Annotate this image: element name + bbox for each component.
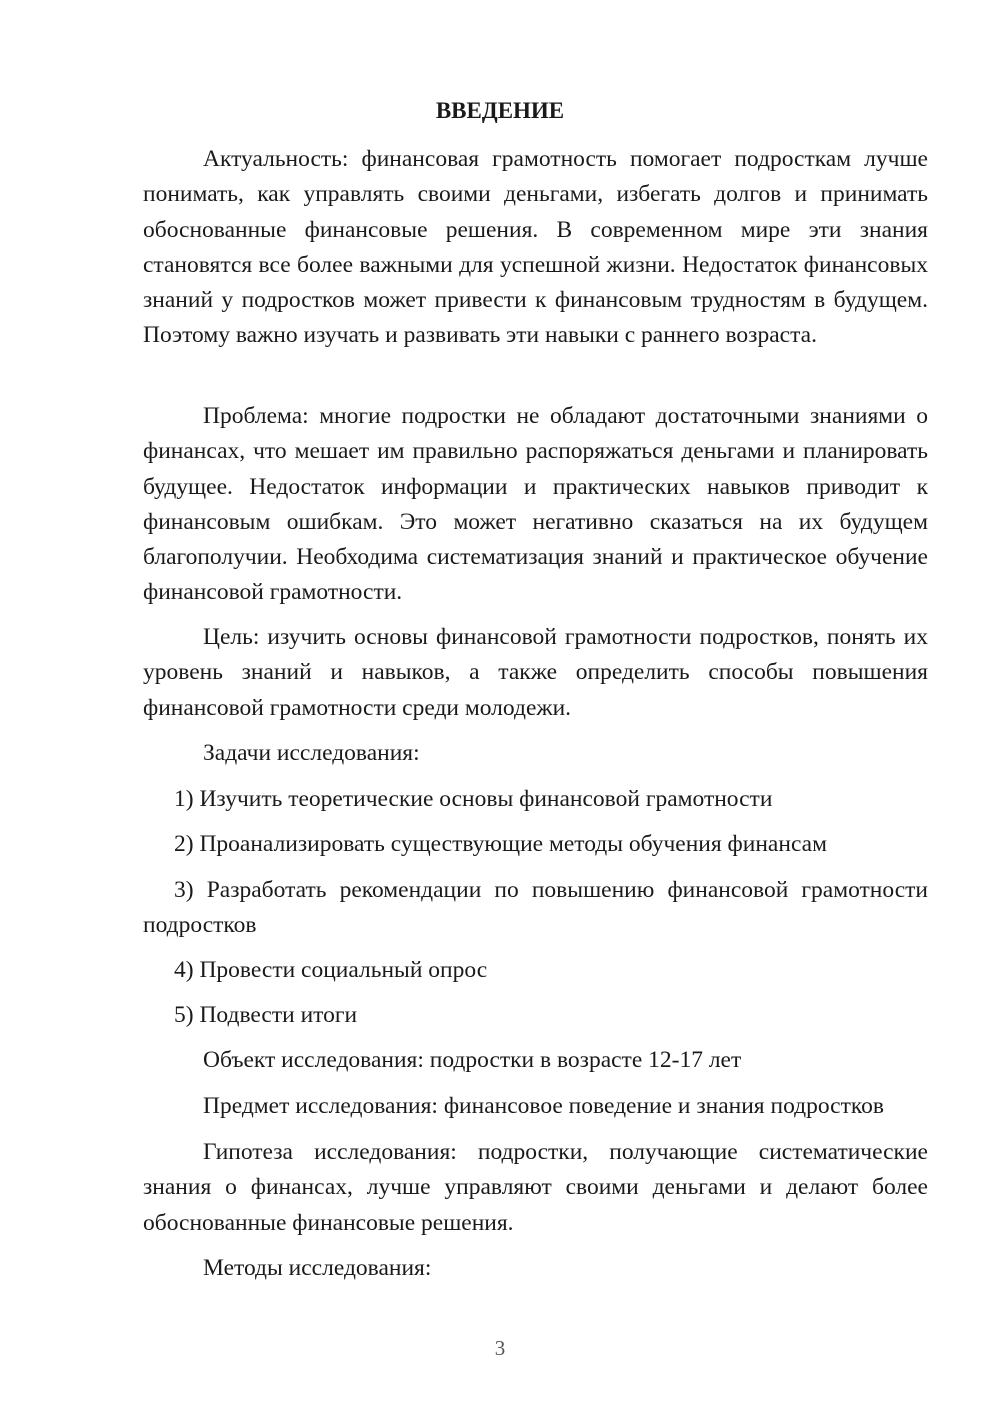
relevance-paragraph: Актуальность: финансовая грамотность помогает подросткам лучше понимать, как управлять своими деньгами, избегать долгов и принимать обоснованные финансовые решения. В современном мире эти знания становятся все более важными для успешной жизни. Недостаток финансовых знаний у подростков может привести к финансовым трудностям в будущем. Поэтому важно изучать и развивать эти навыки с раннего возраста.	[143, 146, 928, 349]
task-item-2: 2) Проанализировать существующие методы обучения финансам	[174, 831, 827, 857]
task-item-3: 3) Разработать рекомендации по повышению финансовой грамотности подростков	[143, 877, 928, 939]
task-item-1: 1) Изучить теоретические основы финансовой грамотности	[174, 786, 773, 812]
research-object: Объект исследования: подростки в возрасте 12-17 лет	[203, 1047, 742, 1073]
tasks-heading: Задачи исследования:	[203, 740, 420, 766]
problem-paragraph: Проблема: многие подростки не обладают достаточными знаниями о финансах, что мешает им правильно распоряжаться деньгами и планировать будущее. Недостаток информации и практических навыков приводит к финансовым ошибкам. Это может негативно сказаться на их будущем благополучии. Необходима систематизация знаний и практическое обучение финансовой грамотности.	[143, 403, 928, 606]
research-subject: Предмет исследования: финансовое поведение и знания подростков	[203, 1093, 884, 1119]
task-item-4: 4) Провести социальный опрос	[174, 957, 488, 983]
methods-heading: Методы исследования:	[203, 1255, 432, 1281]
goal-paragraph: Цель: изучить основы финансовой грамотности подростков, понять их уровень знаний и навыков, а также определить способы повышения финансовой грамотности среди молодежи.	[143, 624, 928, 721]
hypothesis-paragraph: Гипотеза исследования: подростки, получающие систематические знания о финансах, лучше управляют своими деньгами и делают более обоснованные финансовые решения.	[143, 1139, 928, 1236]
task-item-5: 5) Подвести итоги	[174, 1002, 358, 1028]
page-title: ВВЕДЕНИЕ	[435, 98, 565, 123]
page-number: 3	[494, 1336, 506, 1360]
